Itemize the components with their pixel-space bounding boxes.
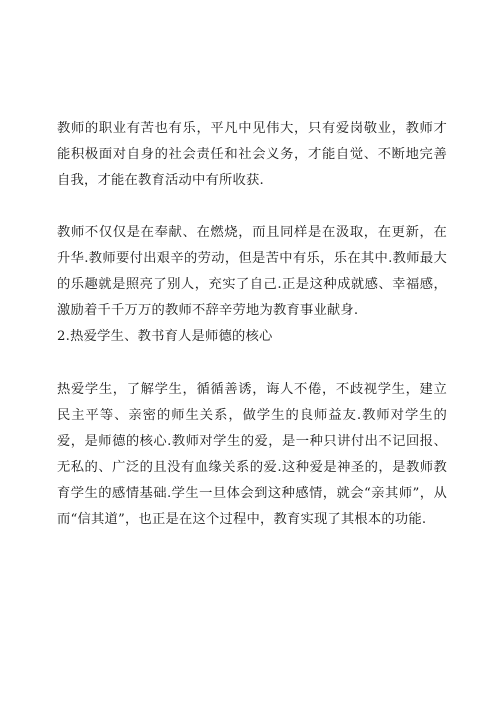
paragraph-teacher-profession: 教师的职业有苦也有乐，平凡中见伟大，只有爱岗敬业，教师才能积极面对自身的社会责任和社会义务，才能自觉、不断地完善自我，才能在教育活动中有所收获. (57, 121, 447, 188)
paragraph-teacher-dedication: 教师不仅仅是在奉献、在燃烧，而且同样是在汲取，在更新，在升华.教师要付出艰辛的劳动，但是苦中有乐，乐在其中.教师最大的乐趣就是照亮了别人，充实了自己.正是这种成就感、幸福感，激励着千千万万的教师不辞辛劳地为教育事业献身. (57, 225, 447, 318)
paragraph-love-students: 热爱学生，了解学生，循循善诱，诲人不倦，不歧视学生，建立民主平等、亲密的师生关系，做学生的良师益友.教师对学生的爱，是师德的核心.教师对学生的爱，是一种只讲付出不记回报、无私的、广泛的且没有血缘关系的爱.这种爱是神圣的，是教师教育学生的感情基础.学生一旦体会到这种感情，就会“亲其师”，从而“信其道”，也正是在这个过程中，教育实现了其根本的功能. (57, 382, 447, 527)
section-heading-love-students: 2.热爱学生、教书育人是师德的核心 (57, 329, 273, 344)
